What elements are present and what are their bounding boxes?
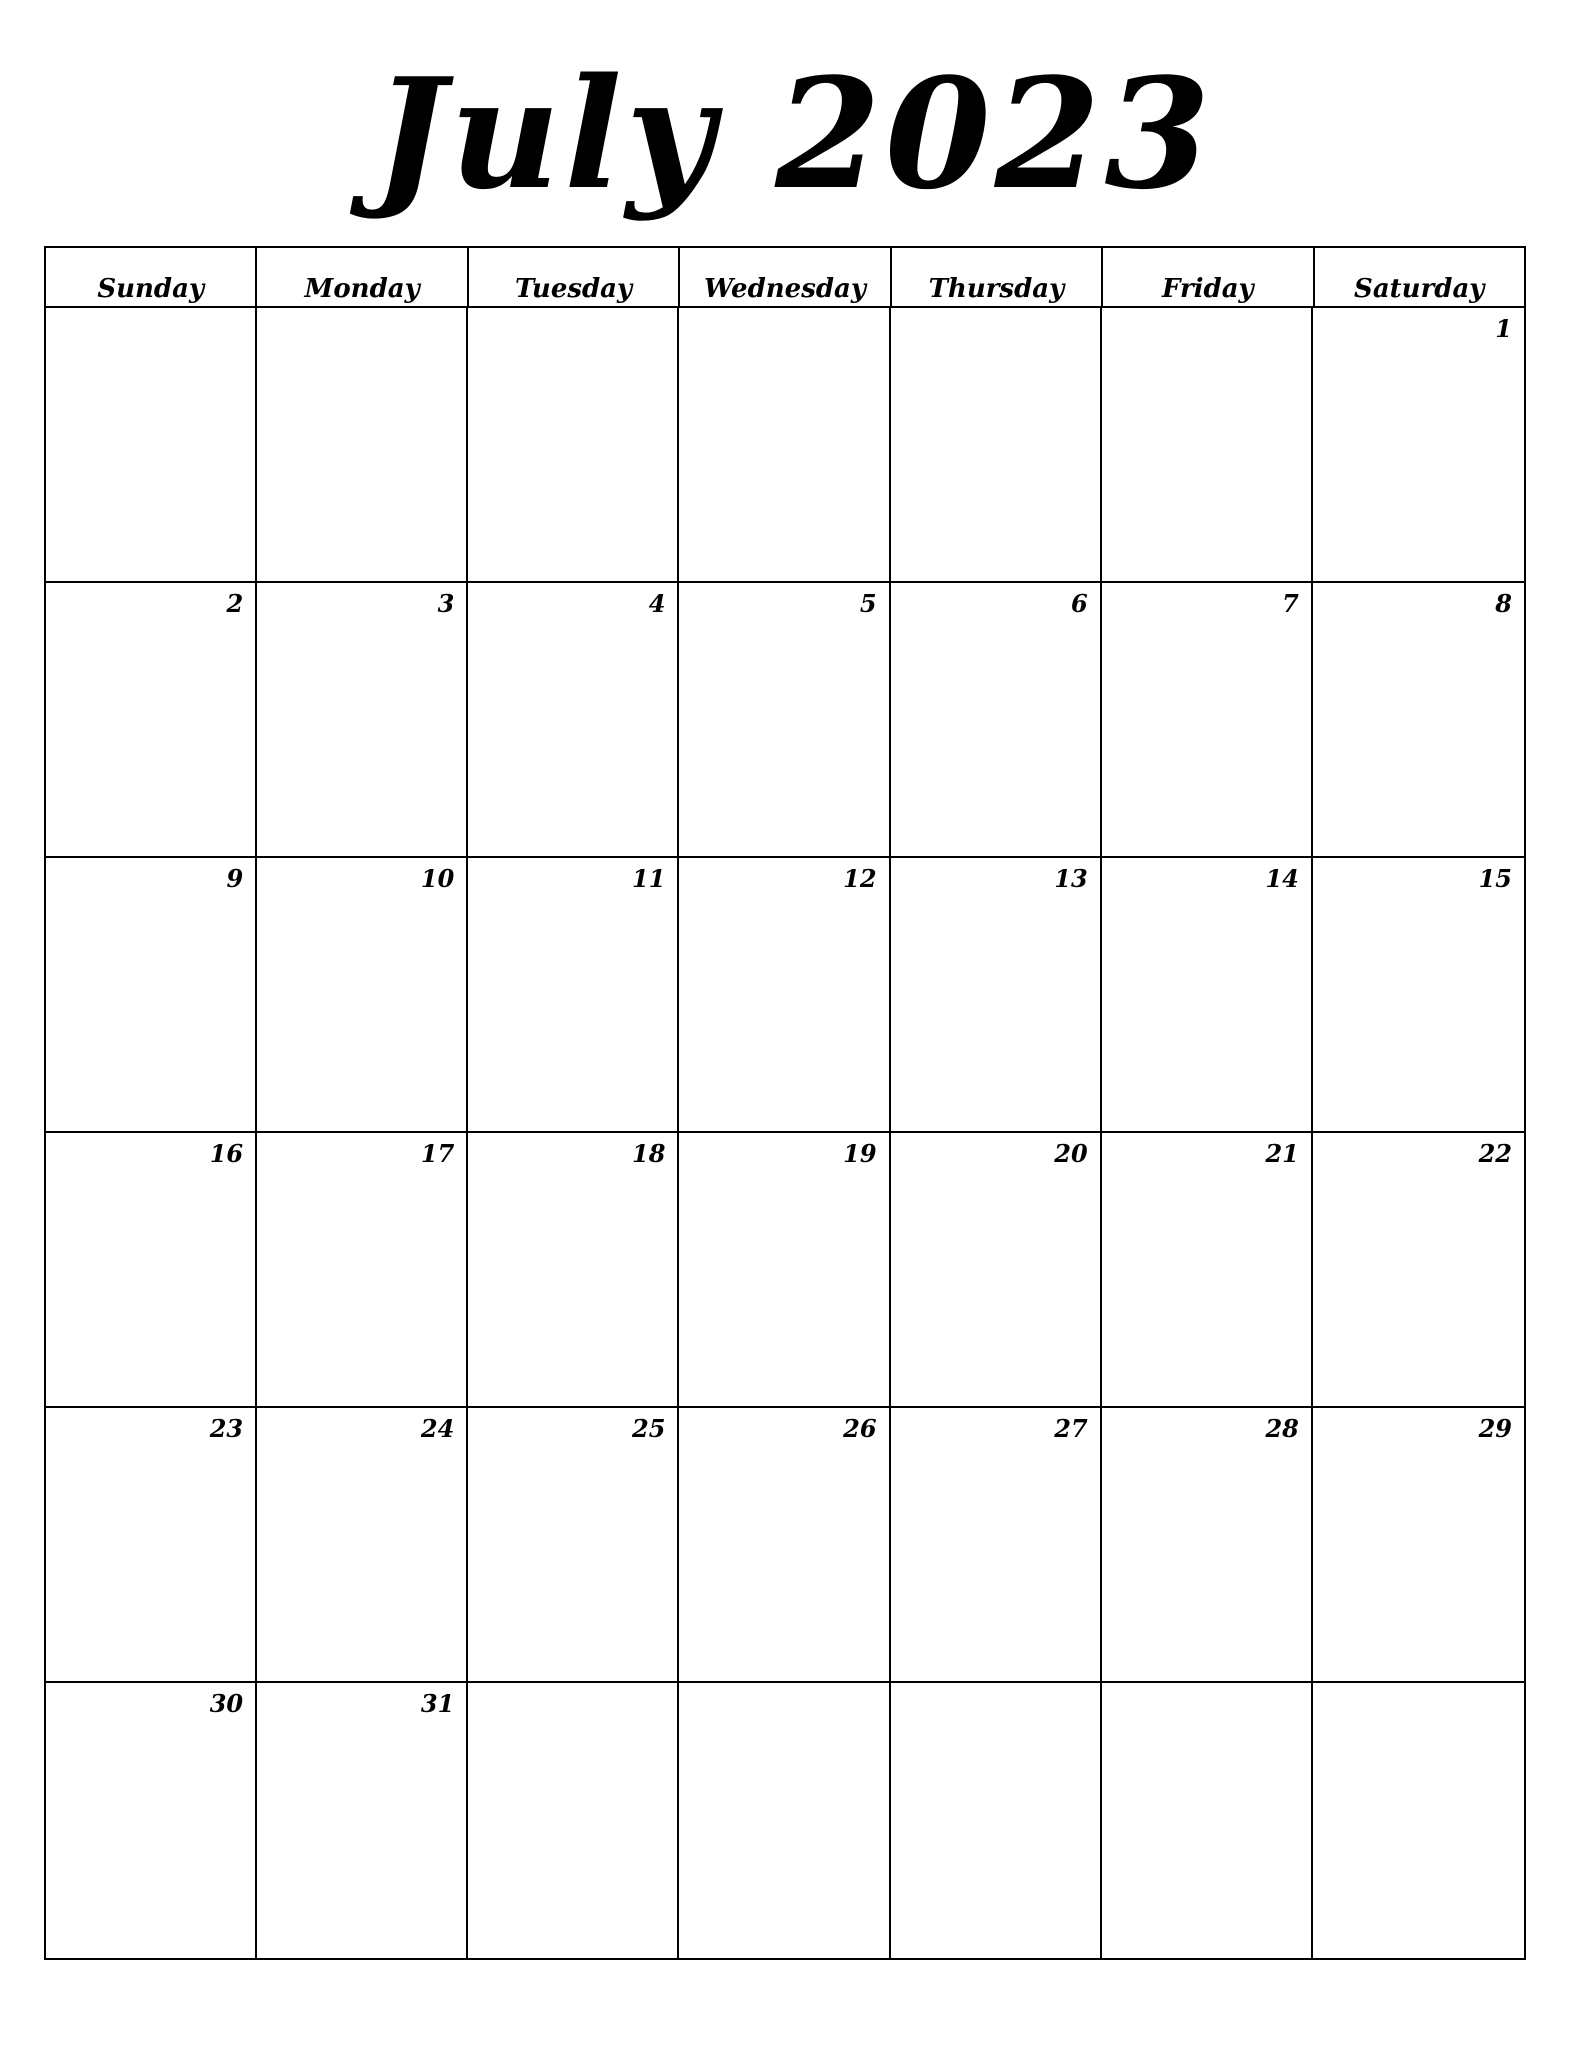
day-number: 22 <box>1478 1139 1512 1168</box>
day-number: 8 <box>1495 589 1512 618</box>
day-cell <box>1102 308 1313 583</box>
calendar-grid <box>44 246 1526 1960</box>
day-number: 16 <box>209 1139 244 1168</box>
day-cell <box>1102 1133 1313 1408</box>
day-cell <box>891 1133 1102 1408</box>
day-cell <box>468 308 679 583</box>
day-cell <box>46 858 257 1133</box>
day-number: 20 <box>1054 1139 1088 1168</box>
day-number: 4 <box>648 589 666 618</box>
day-cell <box>1313 583 1524 858</box>
day-cell <box>468 1683 679 1958</box>
day-number: 25 <box>632 1414 666 1443</box>
day-number: 9 <box>226 864 244 893</box>
day-cell <box>891 1683 1102 1958</box>
day-number: 29 <box>1478 1414 1512 1443</box>
day-cell <box>679 308 890 583</box>
day-number: 13 <box>1054 864 1088 893</box>
day-cell <box>468 1133 679 1408</box>
weekday-header-saturday: Saturday <box>1354 274 1485 304</box>
day-cell <box>679 858 890 1133</box>
day-number: 26 <box>843 1414 877 1443</box>
day-cell <box>1313 308 1524 583</box>
day-number: 14 <box>1265 864 1299 893</box>
day-cell <box>1313 1408 1524 1683</box>
day-number: 3 <box>437 589 455 618</box>
day-cell <box>1102 858 1313 1133</box>
day-number: 10 <box>420 864 455 893</box>
day-cell <box>468 583 679 858</box>
day-cell <box>46 308 257 583</box>
weekday-header-thursday: Thursday <box>892 248 1103 306</box>
day-cell <box>1102 1683 1313 1958</box>
day-cell <box>257 1133 468 1408</box>
day-cell <box>679 1408 890 1683</box>
calendar-title: July 2023 <box>373 44 1215 223</box>
day-cell <box>46 1133 257 1408</box>
day-cell <box>891 1408 1102 1683</box>
day-cell <box>891 308 1102 583</box>
day-cell <box>468 858 679 1133</box>
day-cell <box>257 1408 468 1683</box>
day-cell <box>257 858 468 1133</box>
day-number: 17 <box>420 1139 455 1168</box>
day-cell <box>679 1683 890 1958</box>
day-cell <box>679 1133 890 1408</box>
weekday-header-wednesday: Wednesday <box>680 248 891 306</box>
day-number: 15 <box>1478 864 1512 893</box>
day-grid <box>46 308 1524 1958</box>
day-cell <box>257 308 468 583</box>
day-cell <box>1102 1408 1313 1683</box>
day-number: 7 <box>1282 589 1299 618</box>
day-cell <box>1102 583 1313 858</box>
day-cell <box>1313 1133 1524 1408</box>
day-cell <box>468 1408 679 1683</box>
day-number: 23 <box>209 1414 244 1443</box>
day-number: 30 <box>209 1689 244 1718</box>
weekday-header-row <box>46 248 1524 308</box>
day-number: 12 <box>843 864 877 893</box>
weekday-header-monday: Monday <box>257 248 468 306</box>
day-cell <box>257 583 468 858</box>
day-number: 28 <box>1265 1414 1299 1443</box>
day-number: 2 <box>226 589 244 618</box>
day-cell <box>679 583 890 858</box>
day-cell <box>46 583 257 858</box>
day-number: 1 <box>1495 314 1512 343</box>
day-cell <box>1313 858 1524 1133</box>
weekday-header-tuesday: Tuesday <box>469 248 680 306</box>
day-number: 21 <box>1265 1139 1299 1168</box>
weekday-header-sunday: Sunday <box>46 248 257 306</box>
day-cell <box>1313 1683 1524 1958</box>
day-number: 11 <box>632 864 666 893</box>
day-cell <box>891 858 1102 1133</box>
day-cell <box>46 1408 257 1683</box>
day-cell <box>891 583 1102 858</box>
weekday-header-friday: Friday <box>1103 248 1314 306</box>
day-number: 5 <box>859 589 877 618</box>
day-number: 19 <box>843 1139 877 1168</box>
day-number: 18 <box>632 1139 666 1168</box>
day-cell <box>46 1683 257 1958</box>
day-number: 31 <box>420 1689 455 1718</box>
day-number: 24 <box>420 1414 455 1443</box>
day-cell <box>257 1683 468 1958</box>
day-number: 27 <box>1054 1414 1088 1443</box>
day-number: 6 <box>1071 589 1088 618</box>
